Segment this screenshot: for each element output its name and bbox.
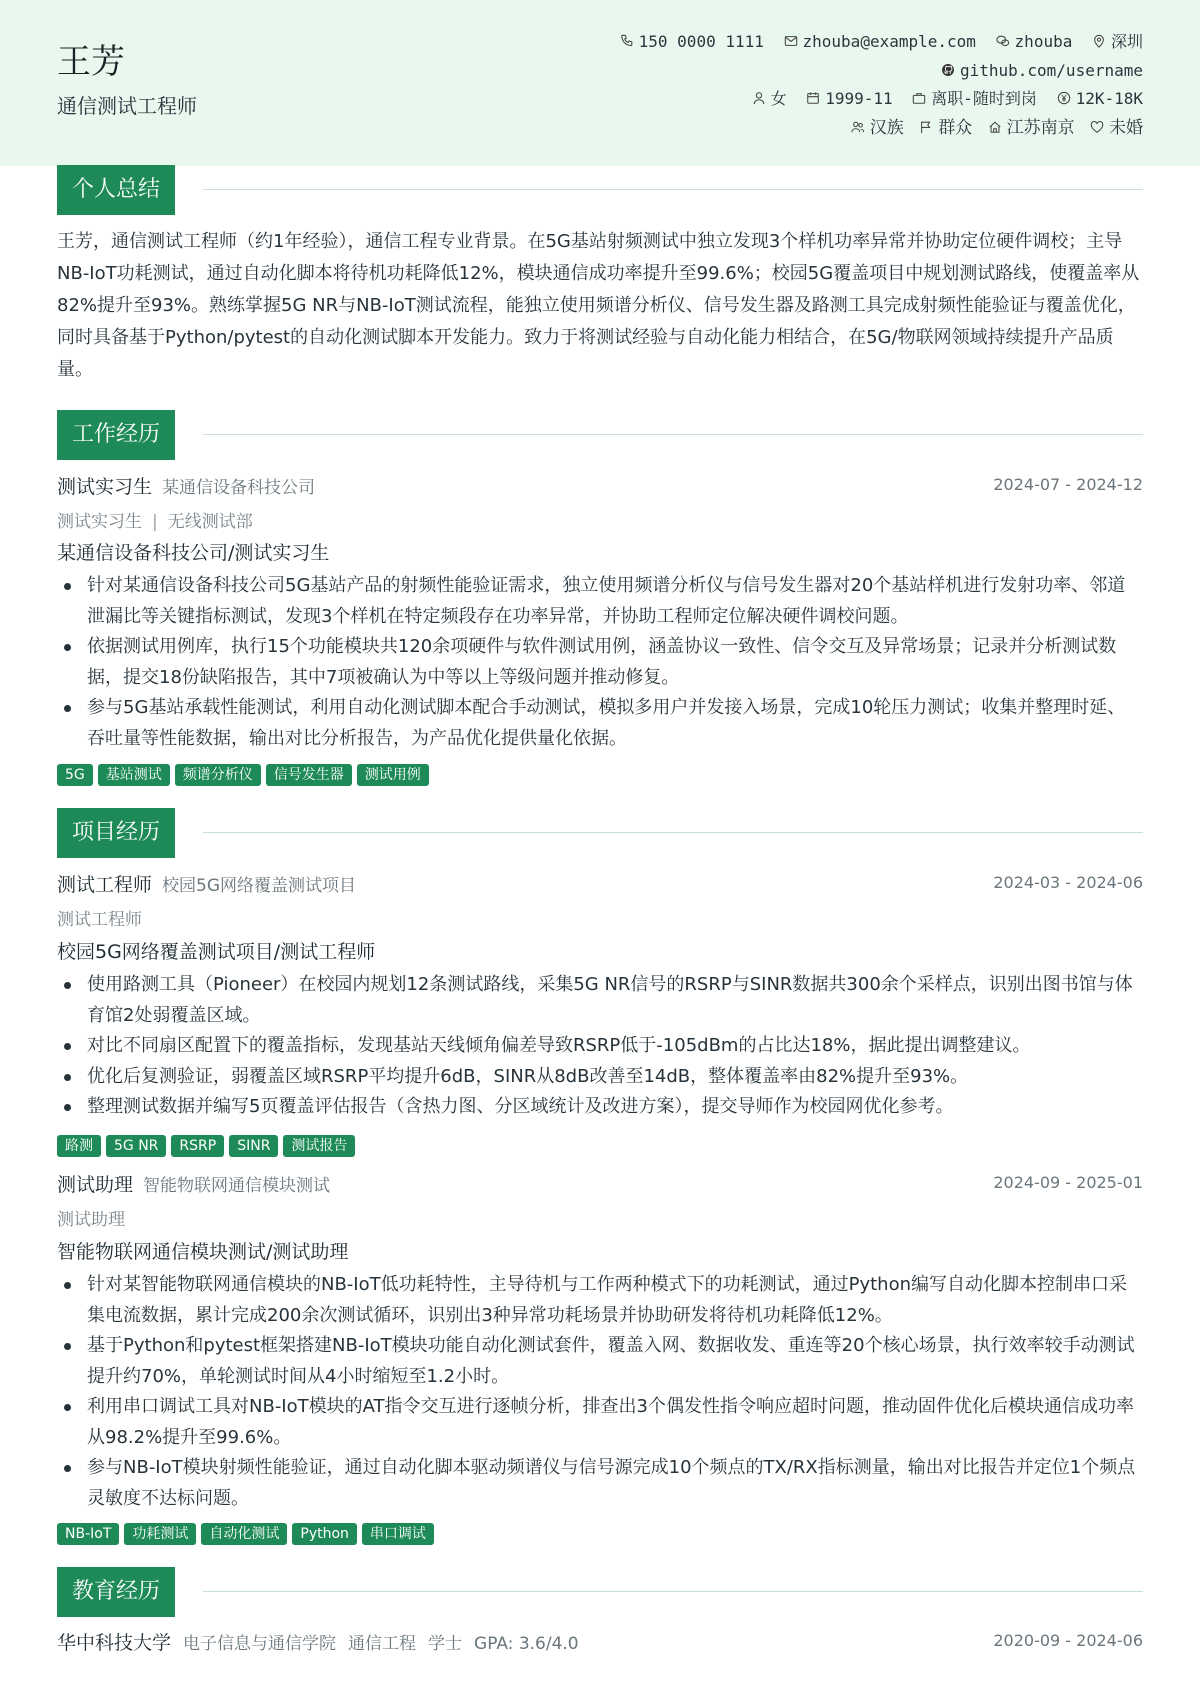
mail-icon — [784, 34, 798, 48]
gender-text: 女 — [770, 89, 787, 108]
money-icon — [1057, 91, 1071, 105]
skill-tag: RSRP — [171, 1135, 224, 1157]
education-entry — [57, 1628, 1143, 1658]
skill-tag: 5G — [57, 764, 93, 786]
skill-tag: Python — [292, 1523, 357, 1545]
project-entry-header — [57, 1170, 1143, 1200]
calendar-icon — [806, 91, 820, 105]
list-item: 针对某智能物联网通信模块的NB-IoT低功耗特性，主导待机与工作两种模式下的功耗测试，通过Python编写自动化脚本控制串口采集电流数据，累计完成200余次测试循环，识别出3种异常功耗场景并协助研发将待机功耗降低12%。 — [57, 1270, 1143, 1331]
list-item: 参与NB-IoT模块射频性能验证，通过自动化脚本驱动频谱仪与信号源完成10个频点的TX/RX指标测量，输出对比报告并定位1个频点灵敏度不达标问题。 — [57, 1453, 1143, 1514]
github-icon — [941, 63, 955, 77]
work-position: 测试实习生 — [57, 476, 153, 498]
project-name: 智能物联网通信模块测试 — [143, 1176, 331, 1196]
work-section-header — [57, 410, 1143, 460]
birth-item — [806, 85, 892, 114]
gender-item — [752, 85, 787, 114]
ethnicity-text: 汉族 — [869, 117, 904, 138]
skill-tag: 测试用例 — [357, 764, 429, 786]
politics-text: 群众 — [938, 117, 973, 138]
marital-text: 未婚 — [1109, 117, 1143, 138]
phone-item — [620, 28, 764, 57]
work-bullets — [57, 571, 1143, 754]
project-name: 校园5G网络覆盖测试项目 — [162, 876, 357, 896]
list-item: 对比不同扇区配置下的覆盖指标，发现基站天线倾角偏差导致RSRP低于-105dBm的占比达18%，据此提出调整建议。 — [57, 1031, 1143, 1062]
list-item: 针对某通信设备科技公司5G基站产品的射频性能验证需求，独立使用频谱分析仪与信号发生器对20个基站样机进行发射功率、邻道泄漏比等关键指标测试，发现3个样机在特定频段存在功率异常，并协助工程师定位解决硬件调校问题。 — [57, 571, 1143, 632]
hometown-text: 江苏南京 — [1006, 117, 1075, 138]
summary-text: 王芳，通信测试工程师（约1年经验），通信工程专业背景。在5G基站射频测试中独立发现3个样机功率异常并协助定位硬件调校；主导NB-IoT功耗测试，通过自动化脚本将待机功耗降低12%，模块通信成功率提升至99.6%；校园5G覆盖项目中规划测试路线，使覆盖率从82%提升至93%。熟练掌握5G NR与NB-IoT测试流程，能独立使用频谱分析仪、信号发生器及路测工具完成射频性能验证与覆盖优化，同时具备基于Python/pytest的自动化测试脚本开发能力。致力于将测试经验与自动化能力相结合，在5G/物联网领域持续提升产品质量。 — [57, 231, 1140, 380]
list-item: 参与5G基站承载性能测试，利用自动化测试脚本配合手动测试，模拟多用户并发接入场景，完成10轮压力测试；收集并整理时延、吞吐量等性能数据，输出对比分析报告，为产品优化提供量化依据。 — [57, 693, 1143, 754]
project-subline — [57, 905, 142, 930]
briefcase-icon — [912, 91, 926, 105]
wechat-text: zhouba — [1014, 32, 1073, 51]
marital-item — [1090, 114, 1143, 143]
skill-tag: 自动化测试 — [201, 1523, 287, 1545]
major-name: 通信工程 — [348, 1634, 417, 1654]
city-item — [1092, 28, 1143, 57]
project-bullets — [57, 1270, 1143, 1514]
education-section-header — [57, 1567, 1143, 1617]
work-sub-role: 测试实习生 — [57, 512, 142, 532]
degree: 学士 — [428, 1634, 463, 1654]
skill-tag: 串口调试 — [362, 1523, 434, 1545]
work-subline — [57, 507, 253, 532]
work-tags — [57, 764, 434, 786]
project-sub-role: 测试助理 — [57, 1210, 125, 1230]
skill-tag: 功耗测试 — [124, 1523, 196, 1545]
candidate-title: 通信测试工程师 — [57, 94, 197, 118]
summary-section-header — [57, 165, 1143, 215]
project-date: 2024-09 - 2025-01 — [993, 1173, 1143, 1192]
github-link[interactable]: github.com/username — [959, 60, 1143, 80]
heart-icon — [1090, 120, 1104, 134]
work-org-line: 某通信设备科技公司/测试实习生 — [57, 542, 330, 564]
status-text: 离职-随时到岗 — [931, 89, 1037, 108]
status-item — [912, 85, 1037, 114]
wechat-item — [996, 28, 1073, 57]
politics-item — [919, 114, 972, 143]
wechat-icon — [996, 34, 1010, 48]
project-tags — [57, 1135, 360, 1157]
ethnicity-item — [851, 114, 904, 143]
section-title-projects: 项目经历 — [57, 808, 175, 858]
work-company: 某通信设备科技公司 — [162, 478, 316, 498]
list-item: 整理测试数据并编写5页覆盖评估报告（含热力图、分区域统计及改进方案），提交导师作为校园网优化参考。 — [57, 1092, 1143, 1123]
section-divider — [203, 189, 1143, 190]
list-item: 优化后复测验证，弱覆盖区域RSRP平均提升6dB，SINR从8dB改善至14dB，整体覆盖率由82%提升至93%。 — [57, 1062, 1143, 1093]
user-icon — [752, 91, 766, 105]
project-sub-role: 测试工程师 — [57, 910, 142, 930]
skill-tag: 5G NR — [106, 1135, 166, 1157]
skill-tag: 信号发生器 — [266, 764, 352, 786]
skill-tag: NB-IoT — [57, 1523, 119, 1545]
people-icon — [851, 120, 865, 134]
college-name: 电子信息与通信学院 — [183, 1634, 337, 1654]
project-position: 测试助理 — [57, 1174, 134, 1196]
city-text: 深圳 — [1110, 32, 1143, 51]
list-item: 基于Python和pytest框架搭建NB-IoT模块功能自动化测试套件，覆盖入网、数据收发、重连等20个核心场景，执行效率较手动测试提升约70%，单轮测试时间从4小时缩短至1.2小时。 — [57, 1331, 1143, 1392]
gpa: GPA: 3.6/4.0 — [474, 1634, 579, 1654]
contact-info — [610, 28, 1143, 142]
school-name: 华中科技大学 — [57, 1632, 172, 1654]
section-title-education: 教育经历 — [57, 1567, 175, 1617]
hometown-item — [988, 114, 1075, 143]
section-title-summary: 个人总结 — [57, 165, 175, 215]
birth-text: 1999-11 — [825, 89, 893, 108]
email-item — [784, 28, 976, 57]
skill-tag: 频谱分析仪 — [175, 764, 261, 786]
candidate-name: 王芳 — [57, 42, 125, 82]
home-icon — [988, 120, 1002, 134]
phone-text[interactable]: 150 0000 1111 — [638, 32, 764, 51]
skill-tag: 基站测试 — [98, 764, 170, 786]
location-pin-icon — [1092, 34, 1106, 48]
project-org-line: 校园5G网络覆盖测试项目/测试工程师 — [57, 941, 376, 963]
list-item: 依据测试用例库，执行15个功能模块共120余项硬件与软件测试用例，涵盖协议一致性、信令交互及异常场景；记录并分析测试数据，提交18份缺陷报告，其中7项被确认为中等以上等级问题并推动修复。 — [57, 632, 1143, 693]
section-title-work: 工作经历 — [57, 410, 175, 460]
project-entry-header — [57, 870, 1143, 900]
salary-text: 12K-18K — [1075, 89, 1143, 108]
project-date: 2024-03 - 2024-06 — [993, 873, 1143, 892]
project-section-header — [57, 808, 1143, 858]
flag-icon — [919, 120, 933, 134]
resume-header — [0, 0, 1200, 166]
work-date: 2024-07 - 2024-12 — [993, 475, 1143, 494]
work-sub-separator: | — [152, 512, 158, 532]
project-org-line: 智能物联网通信模块测试/测试助理 — [57, 1241, 349, 1263]
phone-icon — [620, 34, 634, 48]
skill-tag: 测试报告 — [283, 1135, 355, 1157]
github-item — [941, 57, 1143, 86]
list-item: 利用串口调试工具对NB-IoT模块的AT指令交互进行逐帧分析，排查出3个偶发性指令响应超时问题，推动固件优化后模块通信成功率从98.2%提升至99.6%。 — [57, 1392, 1143, 1453]
work-sub-dept: 无线测试部 — [167, 512, 253, 532]
project-subline — [57, 1205, 125, 1230]
project-tags — [57, 1523, 439, 1545]
salary-item — [1057, 85, 1143, 114]
email-text[interactable]: zhouba@example.com — [802, 32, 976, 51]
work-entry-header — [57, 472, 1143, 502]
section-divider — [203, 434, 1143, 435]
project-position: 测试工程师 — [57, 874, 153, 896]
skill-tag: SINR — [229, 1135, 278, 1157]
section-divider — [203, 832, 1143, 833]
skill-tag: 路测 — [57, 1135, 101, 1157]
list-item: 使用路测工具（Pioneer）在校园内规划12条测试路线，采集5G NR信号的RSRP与SINR数据共300余个采样点，识别出图书馆与体育馆2处弱覆盖区域。 — [57, 970, 1143, 1031]
education-date: 2020-09 - 2024-06 — [993, 1631, 1143, 1650]
project-bullets — [57, 970, 1143, 1123]
section-divider — [203, 1591, 1143, 1592]
